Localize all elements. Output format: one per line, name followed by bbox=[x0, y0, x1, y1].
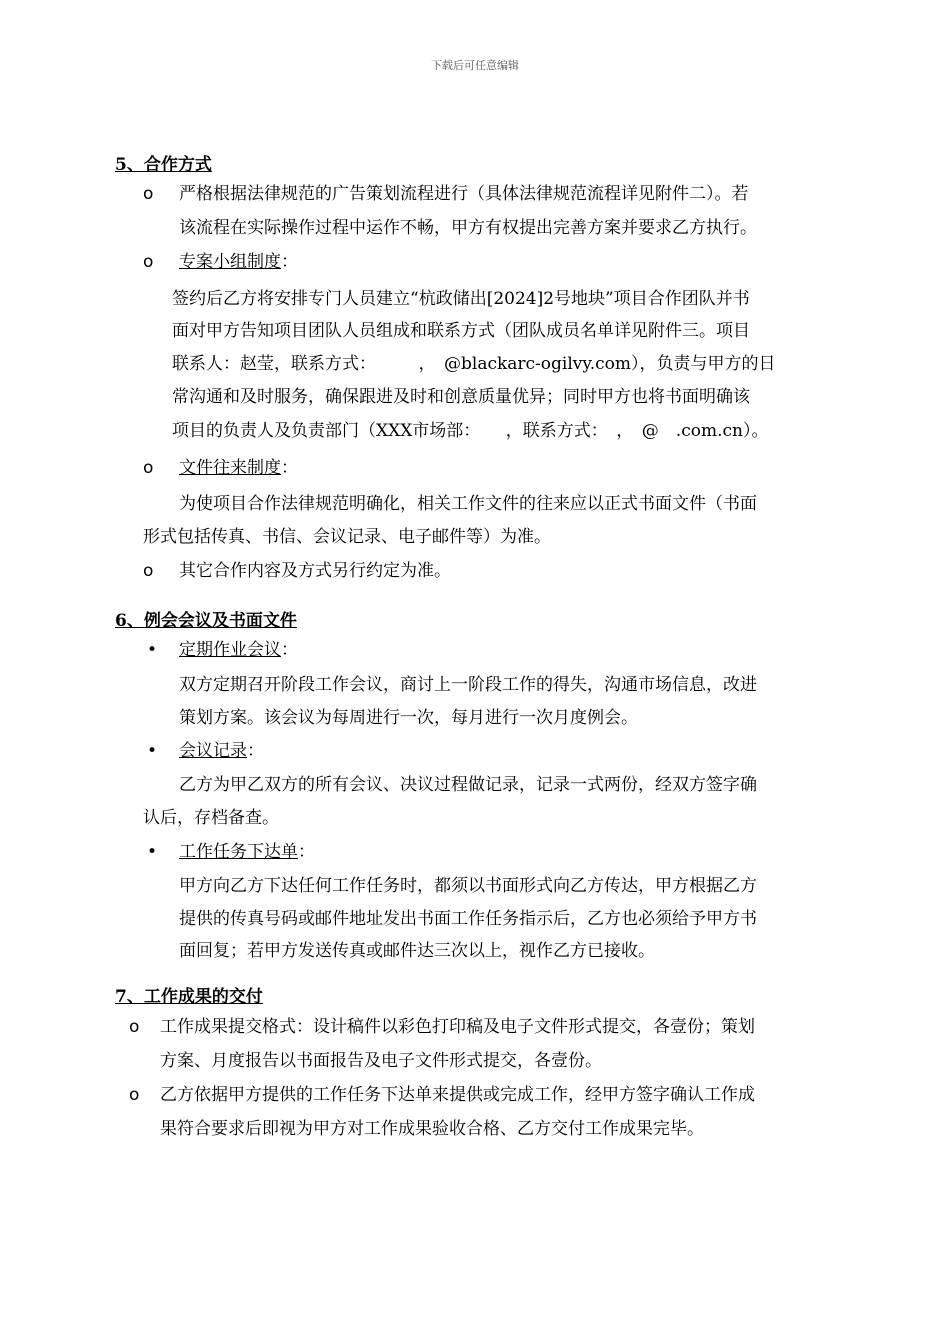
s6-b3-para-line2: 提供的传真号码或邮件地址发出书面工作任务指示后，乙方也必须给予甲方书 bbox=[179, 909, 757, 929]
section-5-heading: 5、合作方式 bbox=[115, 155, 212, 175]
s5-b4-line: 其它合作内容及方式另行约定为准。 bbox=[179, 561, 451, 581]
bullet-marker: o bbox=[143, 561, 154, 581]
s6-b1-label: 定期作业会议 bbox=[179, 640, 281, 660]
s5-b2-para-line2: 面对甲方告知项目团队人员组成和联系方式（团队成员名单详见附件三。项目 bbox=[172, 321, 750, 341]
s7-b2-line2: 果符合要求后即视为甲方对工作成果验收合格、乙方交付工作成果完毕。 bbox=[160, 1119, 704, 1139]
section-6-heading: 6、例会会议及书面文件 bbox=[115, 611, 297, 631]
s5-b2-title bbox=[179, 251, 298, 273]
s6-b1-para-line1: 双方定期召开阶段工作会议，商讨上一阶段工作的得失，沟通市场信息，改进 bbox=[179, 675, 757, 695]
s7-b1-line2: 方案、月度报告以书面报告及电子文件形式提交，各壹份。 bbox=[160, 1051, 602, 1071]
s6-b2-label: 会议记录 bbox=[179, 741, 247, 761]
s6-b3-label: 工作任务下达单 bbox=[179, 842, 298, 862]
s6-b2-para-line1: 乙方为甲乙双方的所有会议、决议过程做记录，记录一式两份，经双方签字确 bbox=[179, 775, 757, 795]
s5-b3-label: 文件往来制度 bbox=[179, 458, 281, 478]
bullet-marker: o bbox=[143, 458, 154, 478]
s5-b2-para-line5: 项目的负责人及负责部门（XXX市场部： ，联系方式： ， @ .com.cn）。 bbox=[172, 421, 769, 441]
s7-b2-line1: 乙方依据甲方提供的工作任务下达单来提供或完成工作，经甲方签字确认工作成 bbox=[160, 1085, 755, 1105]
s5-b3-para-line1: 为使项目合作法律规范明确化，相关工作文件的往来应以正式书面文件（书面 bbox=[179, 494, 757, 514]
s5-b1-line1: 严格根据法律规范的广告策划流程进行（具体法律规范流程详见附件二）。若 bbox=[179, 184, 749, 204]
s5-b2-para-line1: 签约后乙方将安排专门人员建立“杭政储出[2024]2号地块”项目合作团队并书 bbox=[172, 289, 750, 309]
bullet-marker: o bbox=[143, 184, 154, 204]
s5-b2-para-line3: 联系人：赵莹，联系方式： ， @blackarc-ogilvy.com），负责与甲方的日 bbox=[172, 354, 776, 374]
s5-b2-para-line4: 常沟通和及时服务，确保跟进及时和创意质量优异；同时甲方也将书面明确该 bbox=[172, 387, 750, 407]
bullet-marker: • bbox=[147, 741, 158, 761]
bullet-marker: o bbox=[129, 1017, 140, 1037]
bullet-marker: • bbox=[147, 842, 158, 862]
s6-b3-para-line1: 甲方向乙方下达任何工作任务时，都须以书面形式向乙方传达，甲方根据乙方 bbox=[179, 876, 757, 896]
s6-b1-para-line2: 策划方案。该会议为每周进行一次，每月进行一次月度例会。 bbox=[179, 708, 638, 728]
s6-b2-para-line2: 认后，存档备查。 bbox=[143, 808, 279, 828]
s5-b1-line2: 该流程在实际操作过程中运作不畅，甲方有权提出完善方案并要求乙方执行。 bbox=[179, 218, 757, 238]
s6-b3-title bbox=[179, 841, 315, 863]
page-header: 下载后可任意编辑 bbox=[431, 59, 519, 72]
s6-b3-para-line3: 面回复；若甲方发送传真或邮件达三次以上，视作乙方已接收。 bbox=[179, 941, 655, 961]
s5-b3-para-line2: 形式包括传真、书信、会议记录、电子邮件等）为准。 bbox=[143, 527, 551, 547]
colon: ： bbox=[298, 842, 315, 862]
s6-b2-title bbox=[179, 740, 264, 762]
s7-b1-line1: 工作成果提交格式：设计稿件以彩色打印稿及电子文件形式提交，各壹份；策划 bbox=[160, 1017, 755, 1037]
bullet-marker: o bbox=[143, 252, 154, 272]
colon: ： bbox=[281, 458, 298, 478]
colon: ： bbox=[247, 741, 264, 761]
s5-b2-label: 专案小组制度 bbox=[179, 252, 281, 272]
section-7-heading: 7、工作成果的交付 bbox=[115, 987, 263, 1007]
bullet-marker: o bbox=[129, 1085, 140, 1105]
colon: ： bbox=[281, 252, 298, 272]
colon: ： bbox=[281, 640, 298, 660]
bullet-marker: • bbox=[147, 640, 158, 660]
s5-b3-title bbox=[179, 457, 298, 479]
s6-b1-title bbox=[179, 639, 298, 661]
